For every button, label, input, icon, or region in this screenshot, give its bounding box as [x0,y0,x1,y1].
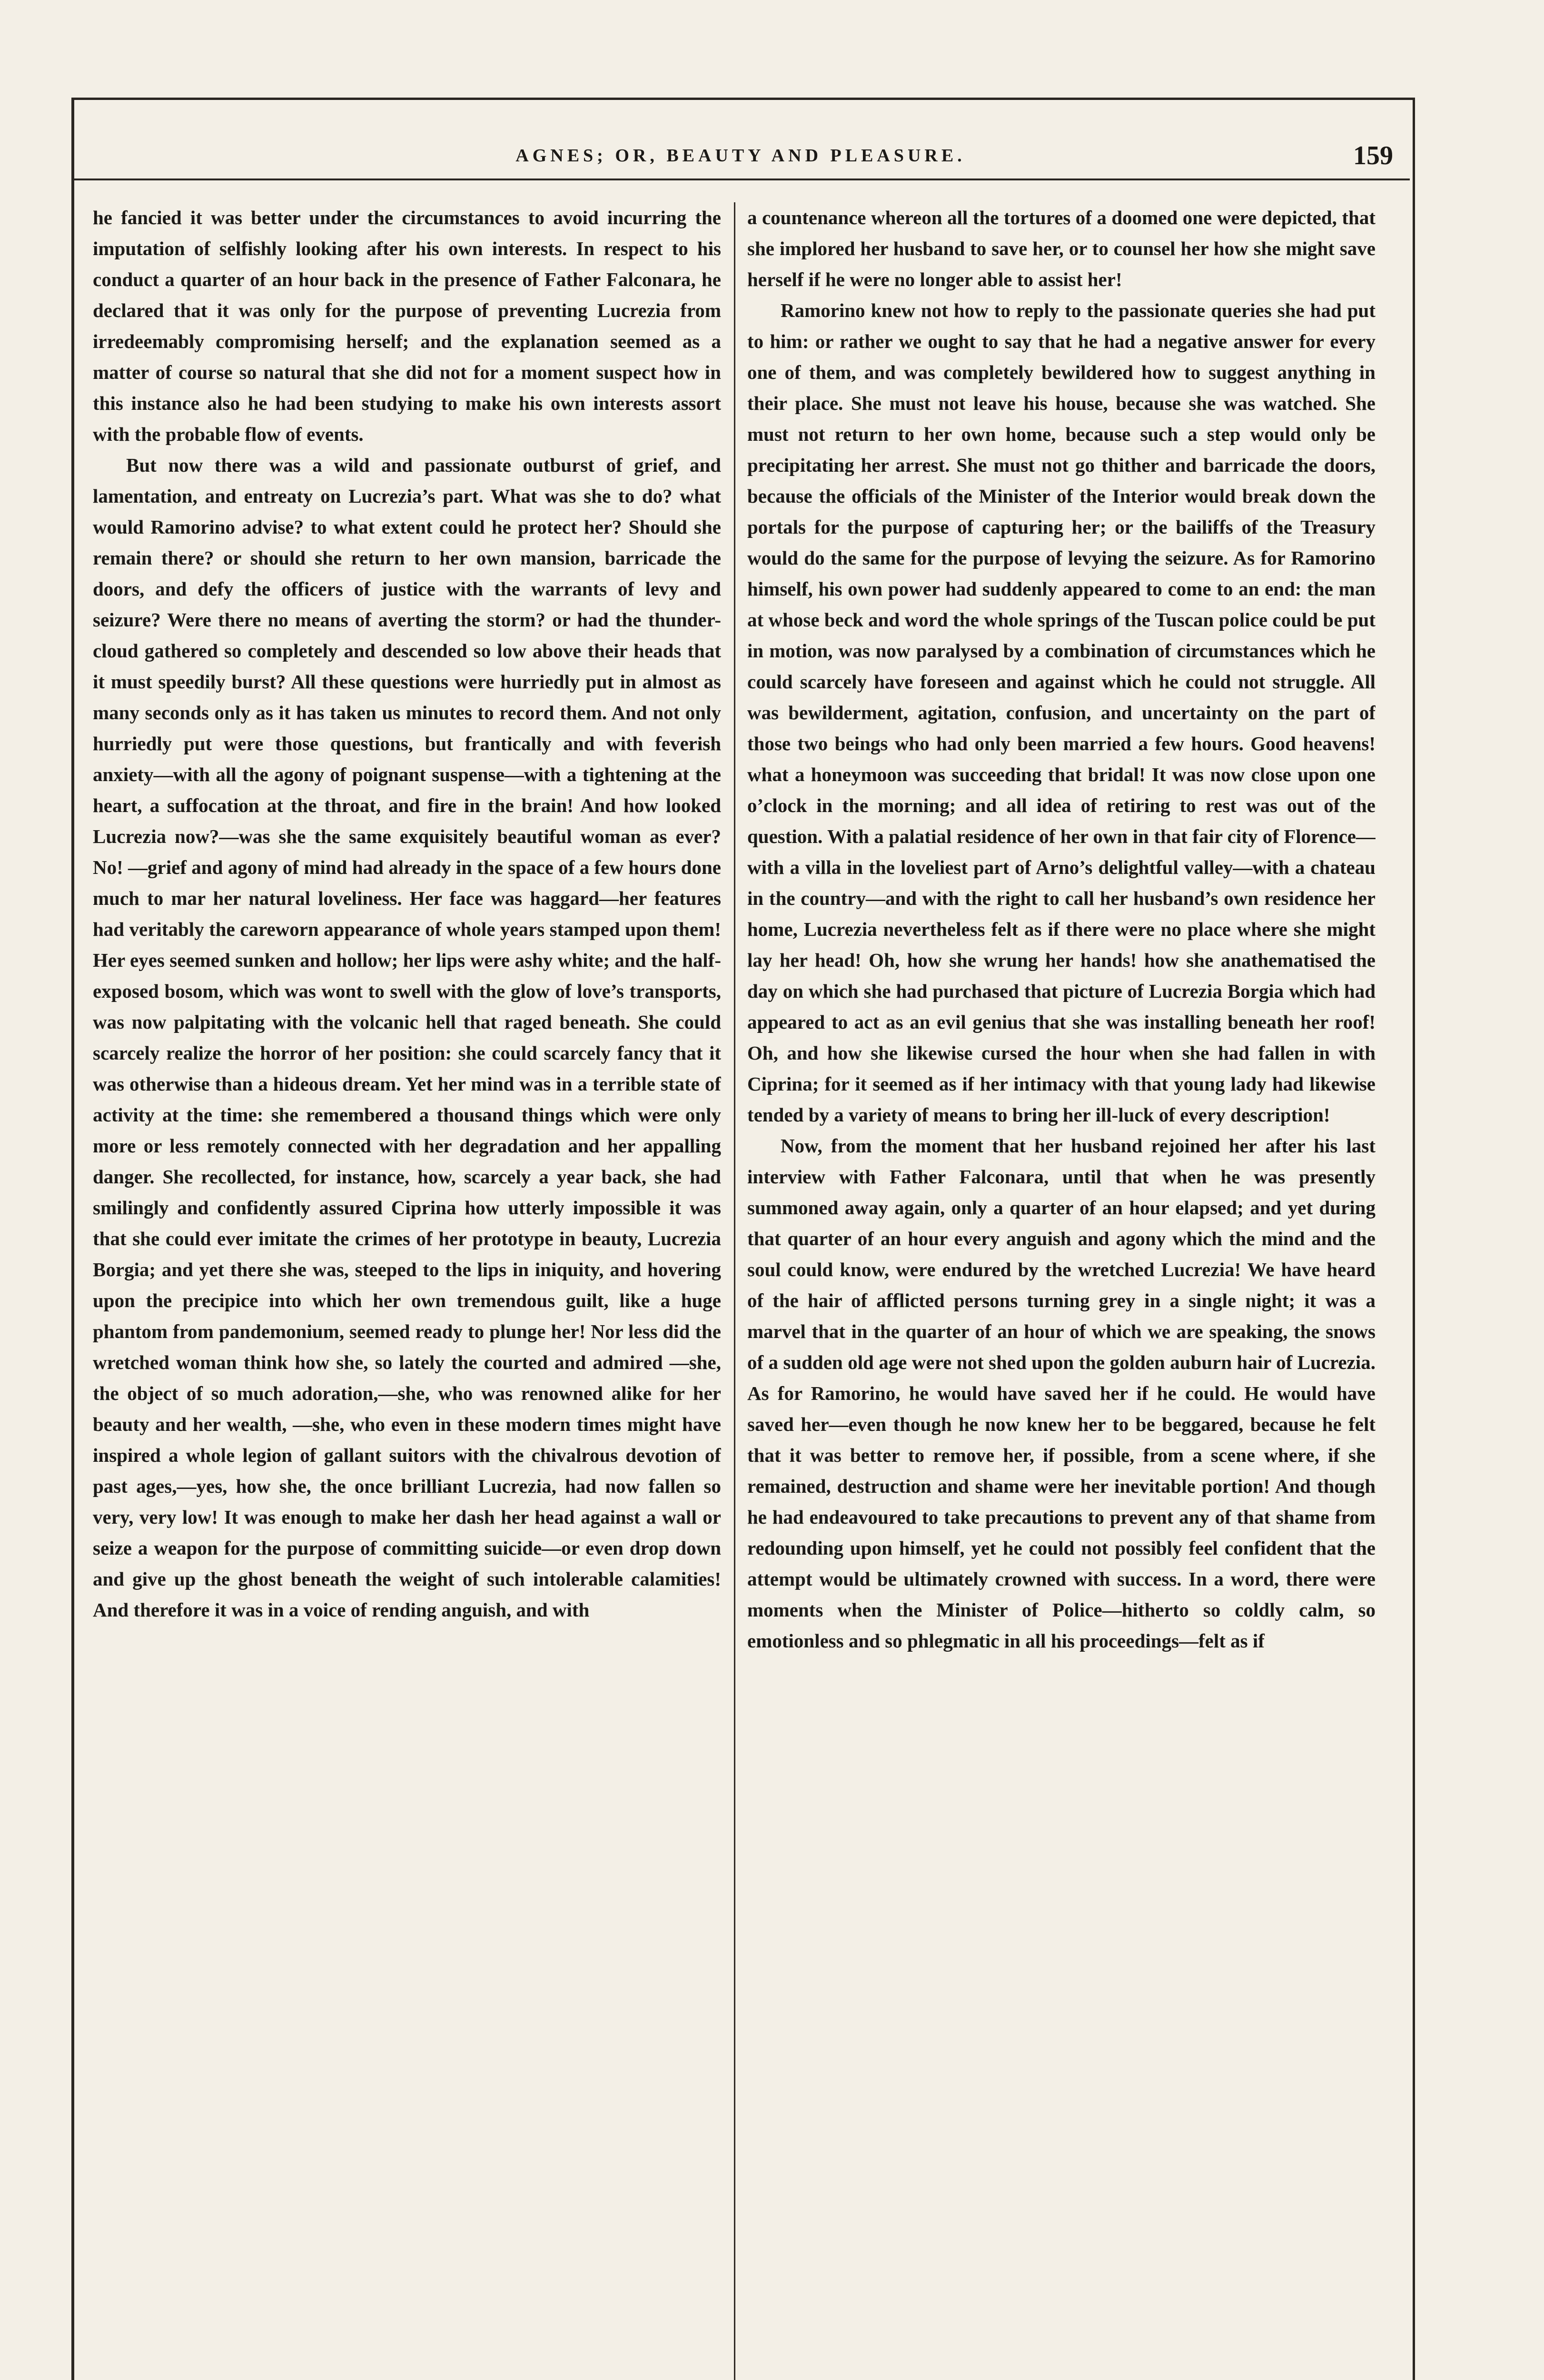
running-head [71,140,1410,180]
right-paragraph-3: Now, from the moment that her husband rejoined her after his last interview with Father Falconara, until that when he was presently summoned away again, only a quarter of an hour elapsed; and yet during that quarter of an hour every anguish and agony which the mind and the soul could know, were endured by the wretched Lucrezia! We have heard of the hair of afflicted persons turning grey in a single night; it was a marvel that in the quarter of an hour of which we are speaking, the snows of a sudden old age were not shed upon the golden auburn hair of Lucrezia. As for Ramorino, he would have saved her if he could. He would have saved her—even though he now knew her to be beggared, because he felt that it was better to remove her, if possible, from a scene where, if she remained, destruction and shame were her inevitable portion! And though he had endeavoured to take precautions to prevent any of that shame from redounding upon himself, yet he could not possibly feel confident that the attempt would be ultimately crowned with success. In a word, there were moments when the Minister of Police—hitherto so coldly calm, so emotionless and so phlegmatic in all his proceedings—felt as if [747,1135,1376,1652]
right-paragraph-1: a countenance whereon all the tortures of a doomed one were depicted, that she implored her husband to save her, or to counsel her how she might save herself if he were no longer able to assist her! [747,207,1376,290]
left-column [93,202,721,2380]
running-title: AGNES; OR, BEAUTY AND PLEASURE. [515,146,966,166]
page-number: 159 [1353,141,1393,170]
right-column [747,202,1376,2380]
left-paragraph-1: he fancied it was better under the circumstances to avoid incurring the imputation of selfishly looking after his own interests. In respect to his conduct a quarter of an hour back in the presence of Father Falconara, he declared that it was only for the purpose of preventing Lucrezia from irredeemably compromising herself; and the explanation seemed as a matter of course so natural that she did not for a moment suspect how in this instance also he had been studying to make his own interests assort with the probable flow of events. [93,207,721,445]
left-paragraph-2: But now there was a wild and passionate outburst of grief, and lamentation, and entreaty on Lucrezia’s part. What was she to do? what would Ramorino advise? to what extent could he protect her? Should she remain there? or should she return to her own mansion, barricade the doors, and defy the officers of justice with the warrants of levy and seizure? Were there no means of averting the storm? or had the thunder-cloud gathered so completely and descended so low above their heads that it must speedily burst? All these questions were hurriedly put in almost as many seconds only as it has taken us minutes to record them. And not only hurriedly put were those questions, but frantically and with feverish anxiety—with all the agony of poignant suspense—with a tightening at the heart, a suffocation at the throat, and fire in the brain! And how looked Lucrezia now?—was she the same exquisitely beautiful woman as ever? No! —grief and agony of mind had already in the space of a few hours done much to mar her natural loveliness. Her face was haggard—her features had veritably the careworn appearance of whole years stamped upon them! Her eyes seemed sunken and hollow; her lips were ashy white; and the half-exposed bosom, which was wont to swell with the glow of love’s transports, was now palpitating with the volcanic hell that raged beneath. She could scarcely realize the horror of her position: she could scarcely fancy that it was otherwise than a hideous dream. Yet her mind was in a terrible state of activity at the time: she remembered a thousand things which were only more or less remotely connected with her degradation and her appalling danger. She recollected, for instance, how, scarcely a year back, she had smilingly and confidently assured Ciprina how utterly impossible it was that she could ever imitate the crimes of her prototype in beauty, Lucrezia Borgia; and yet there she was, steeped to the lips in iniquity, and hovering upon the precipice into which her own tremendous guilt, like a huge phantom from pandemonium, seemed ready to plunge her! Nor less did the wretched woman think how she, so lately the courted and admired —she, the object of so much adoration,—she, who was renowned alike for her beauty and her wealth, —she, who even in these modern times might have inspired a whole legion of gallant suitors with the chivalrous devotion of past ages,—yes, how she, the once brilliant Lucrezia, had now fallen so very, very low! It was enough to make her dash her head against a wall or seize a weapon for the purpose of committing suicide—or even drop down and give up the ghost beneath the weight of such intolerable calamities! And therefore it was in a voice of rending anguish, and with [93,454,721,1621]
right-paragraph-2: Ramorino knew not how to reply to the passionate queries she had put to him: or rather we ought to say that he had a negative answer for every one of them, and was completely bewildered how to suggest anything in their place. She must not leave his house, because she was watched. She must not return to her own home, because such a step would only be precipitating her arrest. She must not go thither and barricade the doors, because the officials of the Minister of the Interior would break down the portals for the purpose of capturing her; or the bailiffs of the Treasury would do the same for the purpose of levying the seizure. As for Ramorino himself, his own power had suddenly appeared to come to an end: the man at whose beck and word the whole springs of the Tuscan police could be put in motion, was now paralysed by a combination of circumstances which he could scarcely have foreseen and against which he could not struggle. All was bewilderment, agitation, confusion, and uncertainty on the part of those two beings who had only been married a few hours. Good heavens! what a honeymoon was succeeding that bridal! It was now close upon one o’clock in the morning; and all idea of retiring to rest was out of the question. With a palatial residence of her own in that fair city of Florence—with a villa in the loveliest part of Arno’s delightful valley—with a chateau in the country—and with the right to call her husband’s own residence her home, Lucrezia nevertheless felt as if there were no place where she might lay her head! Oh, how she wrung her hands! how she anathematised the day on which she had purchased that picture of Lucrezia Borgia which had appeared to act as an evil genius that she was installing beneath her roof! Oh, and how she likewise cursed the hour when she had fallen in with Ciprina; for it seemed as if her intimacy with that young lady had likewise tended by a variety of means to bring her ill-luck of every description! [747,299,1376,1126]
column-divider [734,202,735,2380]
